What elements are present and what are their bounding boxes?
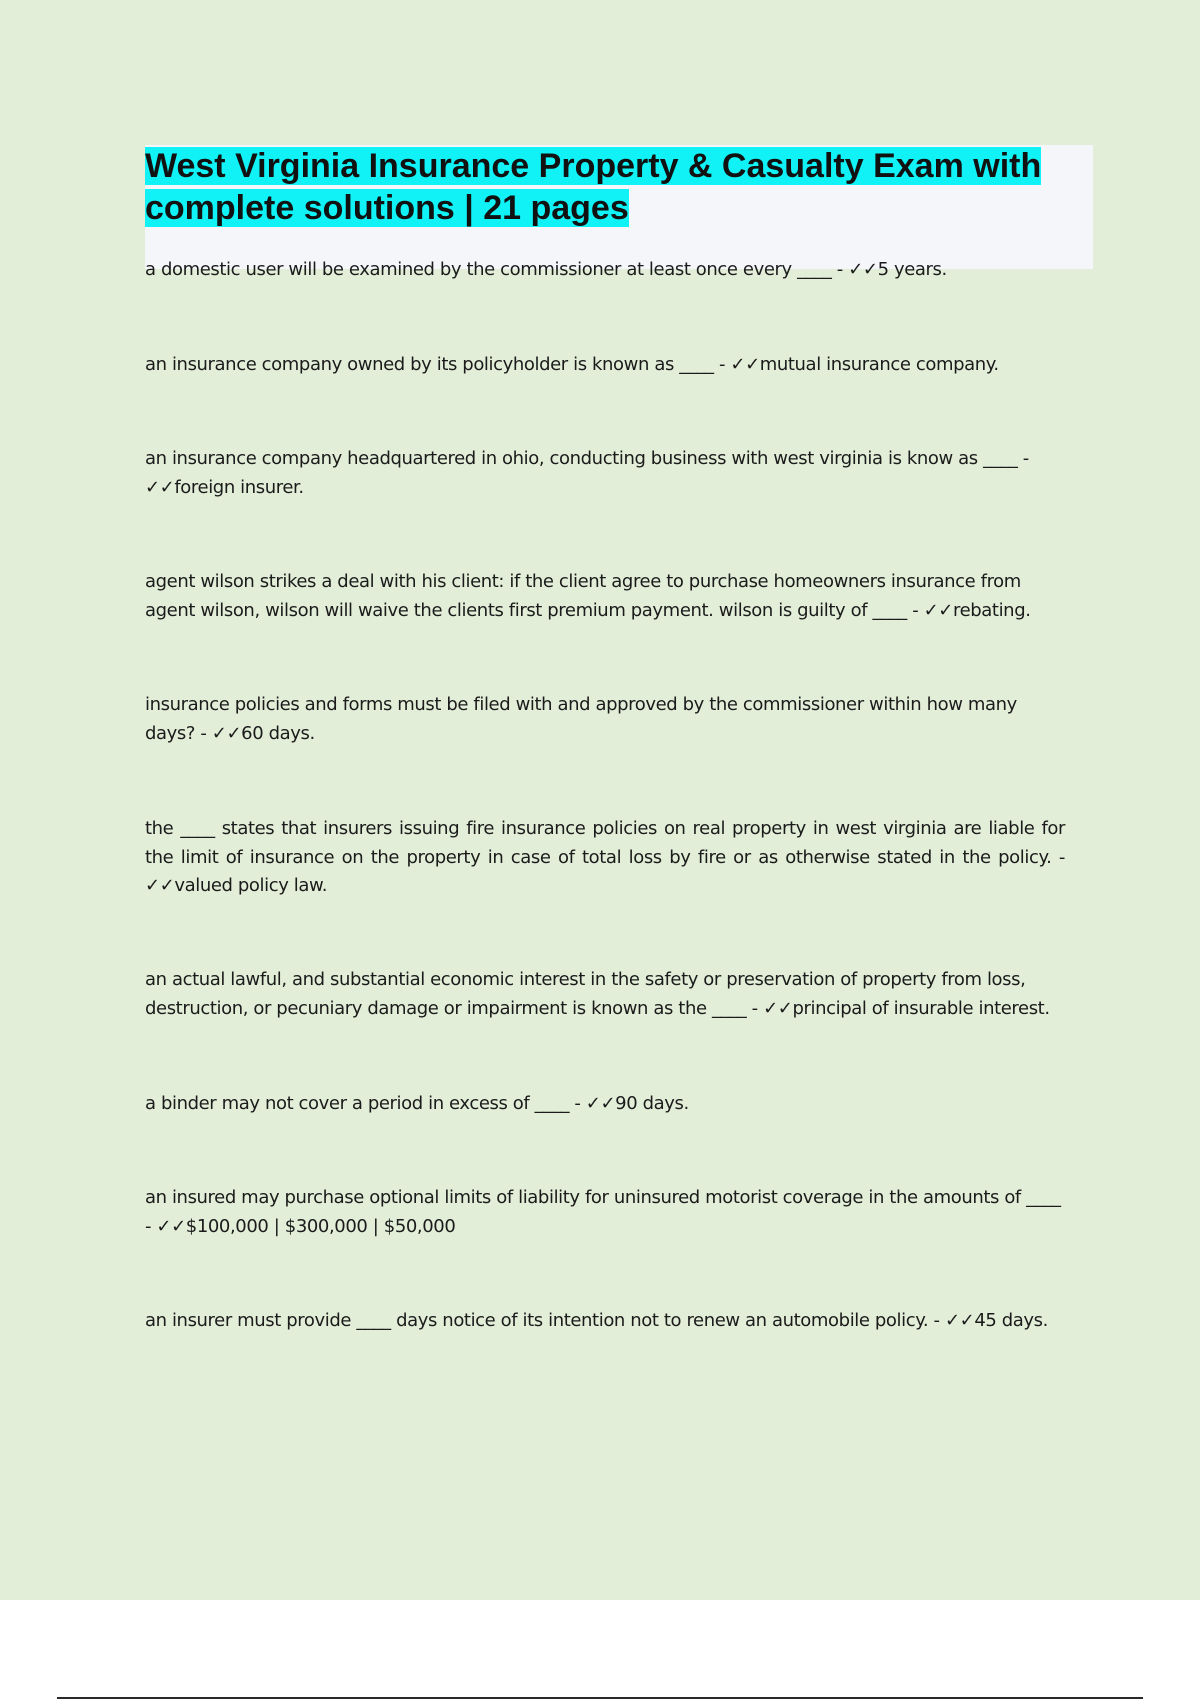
title-block: [145, 145, 1093, 269]
question-item-1: a domestic user will be examined by the commissioner at least once every ____ - ✓✓5 years.: [145, 259, 947, 280]
question-item-10: an insurer must provide ____ days notice of its intention not to renew an automobile policy. - ✓✓45 days.: [145, 1310, 1048, 1331]
question-item-9: an insured may purchase optional limits of liability for uninsured motorist coverage in the amounts of ____ - ✓✓$100,000 | $300,000 | $50,000: [145, 1187, 1061, 1237]
bottom-divider: [57, 1697, 1143, 1699]
question-item-8: a binder may not cover a period in excess of ____ - ✓✓90 days.: [145, 1093, 689, 1114]
question-item-5: insurance policies and forms must be filed with and approved by the commissioner within how many days? - ✓✓60 days.: [145, 694, 1017, 744]
document-title: [145, 145, 1093, 229]
question-item-6: the ____ states that insurers issuing fire insurance policies on real property in west virginia are liable for the limit of insurance on the property in case of total loss by fire or as otherwise stated in the policy. - ✓✓valued policy law.: [145, 818, 1065, 896]
question-item-2: an insurance company owned by its policyholder is known as ____ - ✓✓mutual insurance company.: [145, 354, 999, 375]
document-title-highlight: West Virginia Insurance Property & Casualty Exam with complete solutions | 21 pages: [145, 147, 1042, 227]
question-item-7: an actual lawful, and substantial economic interest in the safety or preservation of property from loss, destruction, or pecuniary damage or impairment is known as the ____ - ✓✓principal of insurable interest.: [145, 969, 1050, 1019]
question-item-4: agent wilson strikes a deal with his client: if the client agree to purchase homeowners insurance from agent wilson, wilson will waive the clients first premium payment. wilson is guilty of ____ - ✓✓rebating.: [145, 571, 1031, 621]
question-item-3: an insurance company headquartered in ohio, conducting business with west virginia is know as ____ - ✓✓foreign insurer.: [145, 448, 1029, 498]
